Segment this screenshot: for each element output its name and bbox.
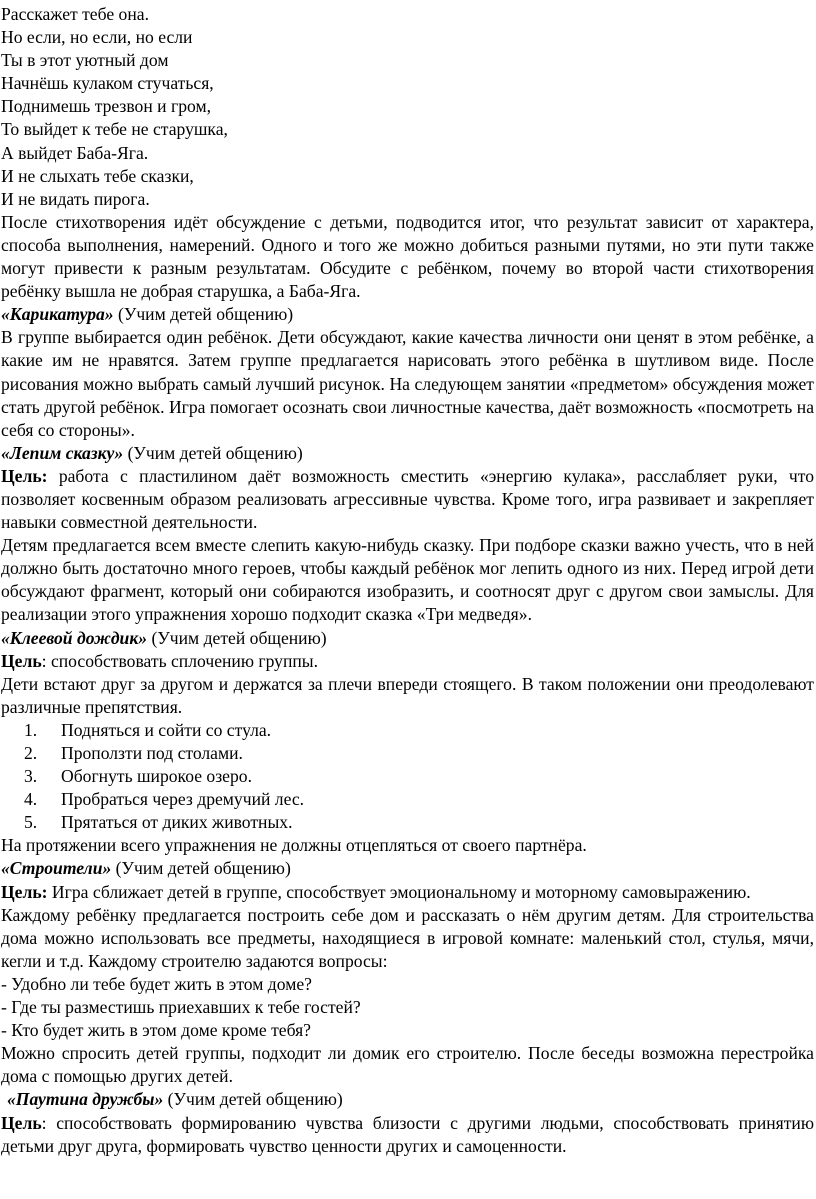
discussion-paragraph: После стихотворения идёт обсуждение с детьми, подводится итог, что результат зависит от характера, способа выполнения, намерений. Одного и того же можно добиться разными путями, но эти пути также могут привести к разным результатам. Обсудите с ребёнком, почему во второй части стихотворения ребёнку вышла не добрая старушка, а Баба-Яга.	[1, 211, 814, 302]
section-title: «Паутина дружбы»	[7, 1089, 164, 1110]
kleevoy-steps-list	[1, 719, 814, 834]
poem-line: Ты в этот уютный дом	[1, 50, 169, 71]
goal-text: работа с пластилином даёт возможность сместить «энергию кулака», расслабляет руки, что позволяет косвенным образом реализовать агрессивные чувства. Кроме того, игра развивает и закрепляет навыки совместной деятельности.	[1, 465, 814, 533]
poem-line: И не слыхать тебе сказки,	[1, 165, 194, 186]
list-number: 4.	[24, 789, 38, 810]
lepim-paragraph: Детям предлагается всем вместе слепить какую-нибудь сказку. При подборе сказки важно учесть, что в ней должно быть достаточно много героев, чтобы каждый ребёнок мог лепить одного из них. Перед игрой дети обсуждают фрагмент, который они собираются изобразить, и соотносят друг с другом свои замыслы. Для реализации этого упражнения хорошо подходит сказка «Три медведя».	[1, 535, 814, 625]
section-heading-lepim	[1, 442, 814, 465]
list-text: Подняться и сойти со стула.	[61, 719, 272, 740]
section-subtitle: (Учим детей общению)	[163, 1089, 343, 1110]
section-subtitle: (Учим детей общению)	[123, 442, 303, 463]
kleevoy-paragraph: Дети встают друг за другом и держатся за плечи впереди стоящего. В таком положении они преодолевают различные препятствия.	[1, 673, 814, 717]
poem-line: Но если, но если, но если	[1, 27, 193, 48]
list-item	[1, 742, 814, 765]
stroiteli-goal	[1, 881, 814, 904]
question-line: - Кто будет жить в этом доме кроме тебя?	[1, 1020, 311, 1041]
poem-line: А выйдет Баба-Яга.	[1, 142, 149, 163]
goal-label: Цель	[1, 1112, 42, 1133]
poem-line: То выйдет к тебе не старушка,	[1, 119, 228, 140]
section-subtitle: (Учим детей общению)	[113, 304, 294, 325]
goal-text: Игра сближает детей в группе, способствует эмоциональному и моторному самовыражению.	[47, 881, 751, 902]
poem-line: Начнёшь кулаком стучаться,	[1, 73, 214, 94]
list-item	[1, 719, 814, 742]
pautina-goal	[1, 1112, 814, 1158]
section-title: «Лепим сказку»	[1, 442, 124, 463]
list-item	[1, 788, 814, 811]
list-text: Прятаться от диких животных.	[61, 812, 293, 833]
kleevoy-after: На протяжении всего упражнения не должны отцепляться от своего партнёра.	[1, 835, 587, 856]
list-item	[1, 811, 814, 834]
poem	[1, 3, 814, 211]
karikatura-paragraph: В группе выбирается один ребёнок. Дети обсуждают, какие качества личности они ценят в этом ребёнке, а какие им не нравятся. Затем группе предлагается нарисовать этого ребёнка в шутливом виде. После рисования можно выбрать самый лучший рисунок. На следующем занятии «предметом» обсуждения может стать другой ребёнок. Игра помогает осознать свои личностные качества, даёт возможность «посмотреть на себя со стороны».	[1, 327, 814, 440]
section-heading-stroiteli	[1, 857, 814, 880]
question-line: - Где ты разместишь приехавших к тебе гостей?	[1, 997, 361, 1018]
poem-line: Поднимешь трезвон и гром,	[1, 96, 211, 117]
section-title: «Строители»	[1, 858, 112, 879]
list-number: 5.	[24, 812, 38, 833]
goal-text: : способствовать формированию чувства близости с другими людьми, способствовать принятию детьми друг друга, формировать чувство ценности других и самоценности.	[1, 1112, 814, 1156]
list-text: Проползти под столами.	[61, 743, 243, 763]
stroiteli-paragraph: Каждому ребёнку предлагается построить себе дом и рассказать о нём другим детям. Для строительства дома можно использовать все предметы, находящиеся в игровой комнате: маленький стол, стулья, мячи, кегли и т.д. Каждому строителю задаются вопросы:	[1, 904, 814, 971]
list-text: Обогнуть широкое озеро.	[61, 766, 252, 787]
list-text: Пробраться через дремучий лес.	[61, 789, 305, 810]
list-number: 2.	[24, 743, 38, 763]
list-item	[1, 765, 814, 788]
poem-line: И не видать пирога.	[1, 188, 150, 209]
section-subtitle: (Учим детей общению)	[111, 858, 291, 879]
poem-line: Расскажет тебе она.	[1, 4, 149, 24]
section-title: «Карикатура»	[1, 304, 114, 325]
lepim-goal	[1, 465, 814, 534]
section-heading-karikatura	[1, 303, 814, 326]
section-heading-pautina	[1, 1088, 814, 1111]
goal-label: Цель:	[1, 465, 48, 486]
goal-label: Цель:	[1, 881, 48, 902]
kleevoy-goal	[1, 650, 814, 673]
question-line: - Удобно ли тебе будет жить в этом доме?	[1, 973, 312, 994]
list-number: 1.	[24, 719, 38, 740]
list-number: 3.	[24, 766, 38, 787]
stroiteli-after: Можно спросить детей группы, подходит ли домик его строителю. После беседы возможна перестройка дома с помощью других детей.	[1, 1043, 814, 1087]
section-subtitle: (Учим детей общению)	[147, 627, 327, 648]
goal-label: Цель	[1, 650, 42, 671]
goal-text: : способствовать сплочению группы.	[41, 650, 318, 671]
section-title: «Клеевой дождик»	[1, 627, 148, 648]
section-heading-kleevoy	[1, 627, 814, 650]
